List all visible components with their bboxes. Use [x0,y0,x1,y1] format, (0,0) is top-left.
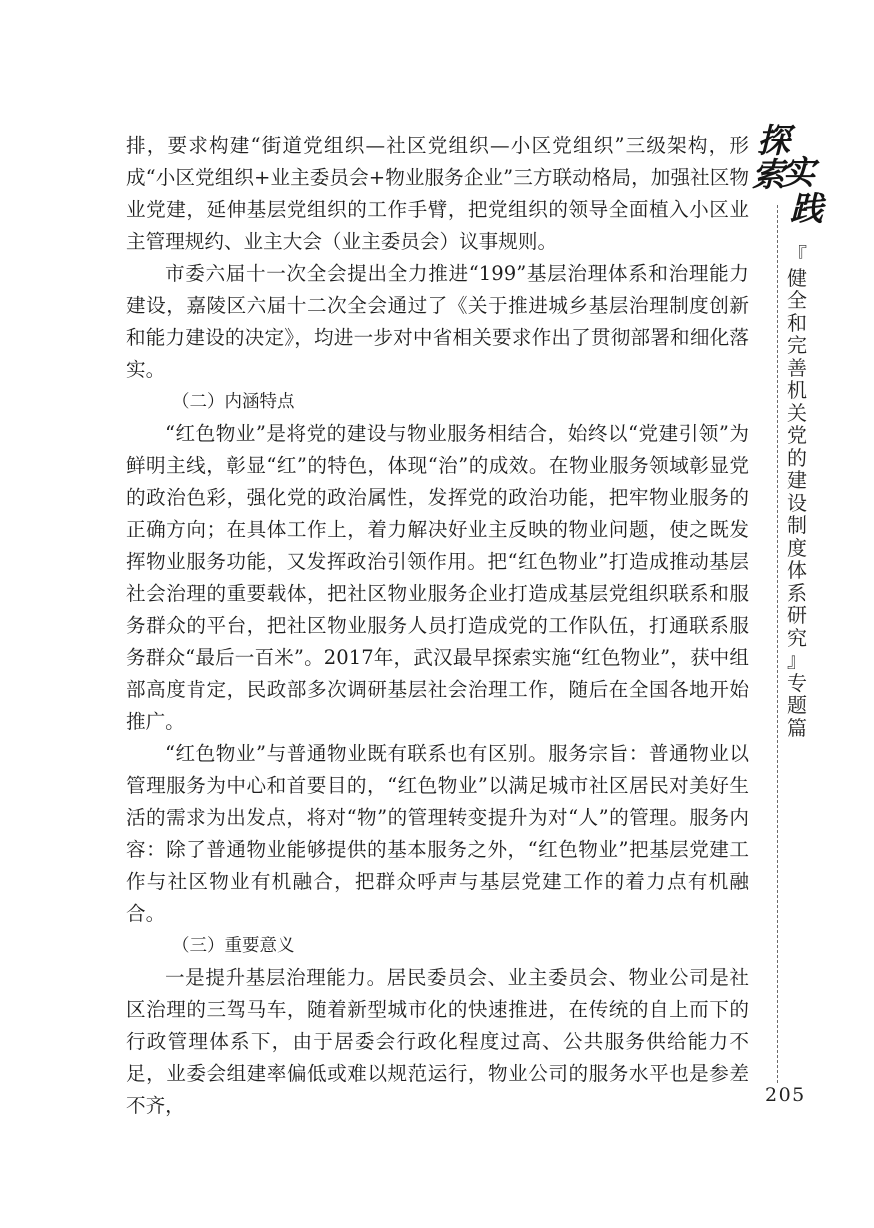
title-char: 和 [787,310,807,335]
title-char: 制 [787,513,807,537]
section-heading-2: （二）内涵特点 [172,392,295,412]
title-char: 体 [787,558,807,582]
sidebar-title [784,244,810,739]
title-char: 篇 [787,715,807,740]
paragraph-5: 一是提升基层治理能力。居民委员会、业主委员会、物业公司是社区治理的三驾马车，随着新型城市化的快速推进，在传统的自上而下的行政管理体系下，由于居委会行政化程度过高、公共服务供给能力不足，业委会组建率偏低或难以规范运行，物业公司的服务水平也是参差不齐， [126,966,749,1117]
title-char: 全 [787,288,807,312]
brand-char: 索 [752,155,785,194]
title-char: 设 [787,490,807,515]
brand-logo [752,121,826,234]
paragraph-4: “红色物业”与普通物业既有联系也有区别。服务宗旨：普通物业以管理服务为中心和首要目的，“红色物业”以满足城市社区居民对美好生活的需求为出发点，将对“物”的管理转变提升为对“人”的管理。服务内容：除了普通物业能够提供的基本服务之外，“红色物业”把基层党建工作与社区物业有机融合，把群众呼声与基层党建工作的着力点有机融合。 [126,742,749,925]
title-char: 题 [787,693,807,717]
title-char: 研 [787,603,807,627]
title-char: 『 [787,243,807,267]
title-char: 度 [787,535,807,560]
title-char: 系 [787,580,807,605]
title-char: 』 [787,648,807,672]
title-char: 究 [787,625,807,650]
title-char: 机 [787,378,807,402]
paragraph-2: 市委六届十一次全会提出全力推进“199”基层治理体系和治理能力建设，嘉陵区六届十二次全会通过了《关于推进城乡基层治理制度创新和能力建设的决定》，均进一步对中省相关要求作出了贯彻部署和细化落实。 [126,262,749,381]
page-number: 205 [765,1084,806,1106]
sidebar-divider [777,205,778,1083]
title-char: 善 [787,355,807,380]
brand-char: 探 [757,121,790,160]
brand-char: 践 [790,189,823,228]
title-char: 健 [787,265,807,290]
title-char: 关 [787,400,807,425]
body-text [126,130,749,1122]
section-heading-3: （三）重要意义 [172,936,295,956]
title-char: 建 [787,468,807,492]
title-char: 的 [787,445,807,470]
paragraph-3: “红色物业”是将党的建设与物业服务相结合，始终以“党建引领”为鲜明主线，彰显“红”的特色，体现“治”的成效。在物业服务领域彰显党的政治色彩，强化党的政治属性，发挥党的政治功能，把牢物业服务的正确方向；在具体工作上，着力解决好业主反映的物业问题，使之既发挥物业服务功能，又发挥政治引领作用。把“红色物业”打造成推动基层社会治理的重要载体，把社区物业服务企业打造成基层党组织联系和服务群众的平台，把社区物业服务人员打造成党的工作队伍，打通联系服务群众“最后一百米”。2017年，武汉最早探索实施“红色物业”，获中组部高度肯定，民政部多次调研基层社会治理工作，随后在全国各地开始推广。 [126,422,749,733]
title-char: 党 [787,423,807,447]
brand-char: 实 [782,153,815,192]
title-char: 专 [787,670,807,695]
paragraph-1: 排，要求构建“街道党组织—社区党组织—小区党组织”三级架构，形成“小区党组织+业主委员会+物业服务企业”三方联动格局，加强社区物业党建，延伸基层党组织的工作手臂，把党组织的领导全面植入小区业主管理规约、业主大会（业主委员会）议事规则。 [126,134,749,253]
title-char: 完 [787,333,807,357]
